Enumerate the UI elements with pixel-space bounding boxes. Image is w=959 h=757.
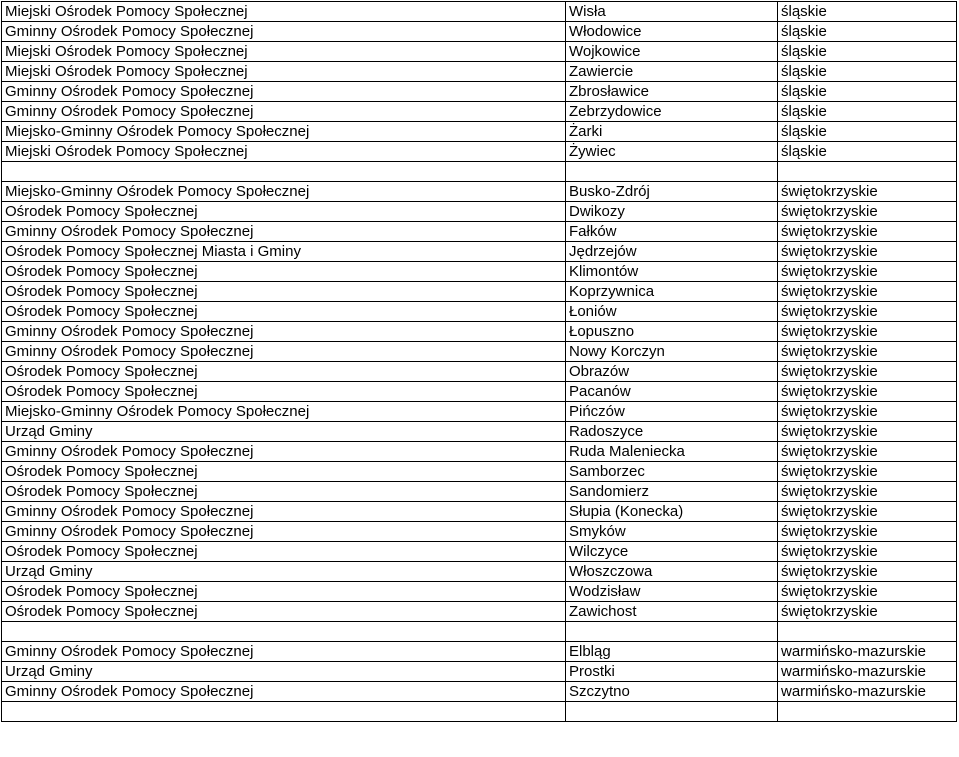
table-row — [2, 502, 957, 522]
empty-row — [2, 622, 957, 642]
municipality-cell: Wojkowice — [566, 42, 778, 62]
institution-cell: Miejsko-Gminny Ośrodek Pomocy Społecznej — [2, 402, 566, 422]
municipality-cell: Słupia (Konecka) — [566, 502, 778, 522]
voivodeship-cell: świętokrzyskie — [778, 202, 957, 222]
municipality-cell — [566, 162, 778, 182]
table-row — [2, 442, 957, 462]
municipality-cell: Obrazów — [566, 362, 778, 382]
table-row — [2, 302, 957, 322]
municipality-cell: Łopuszno — [566, 322, 778, 342]
municipality-cell: Zawichost — [566, 602, 778, 622]
institution-cell: Ośrodek Pomocy Społecznej — [2, 582, 566, 602]
municipality-cell: Zawiercie — [566, 62, 778, 82]
institution-cell: Miejski Ośrodek Pomocy Społecznej — [2, 62, 566, 82]
voivodeship-cell: świętokrzyskie — [778, 542, 957, 562]
empty-row — [2, 702, 957, 722]
table-row — [2, 642, 957, 662]
table-row — [2, 362, 957, 382]
voivodeship-cell: świętokrzyskie — [778, 322, 957, 342]
municipality-cell: Jędrzejów — [566, 242, 778, 262]
institution-cell — [2, 162, 566, 182]
municipality-cell: Busko-Zdrój — [566, 182, 778, 202]
institution-cell: Ośrodek Pomocy Społecznej Miasta i Gminy — [2, 242, 566, 262]
voivodeship-cell: śląskie — [778, 42, 957, 62]
municipality-cell: Wilczyce — [566, 542, 778, 562]
municipality-cell — [566, 622, 778, 642]
voivodeship-cell: świętokrzyskie — [778, 222, 957, 242]
table-row — [2, 682, 957, 702]
voivodeship-cell: świętokrzyskie — [778, 282, 957, 302]
municipality-cell: Łoniów — [566, 302, 778, 322]
institution-cell: Ośrodek Pomocy Społecznej — [2, 262, 566, 282]
institution-cell: Miejski Ośrodek Pomocy Społecznej — [2, 2, 566, 22]
table-row — [2, 2, 957, 22]
institutions-table-body — [2, 2, 957, 722]
municipality-cell: Ruda Maleniecka — [566, 442, 778, 462]
voivodeship-cell: świętokrzyskie — [778, 602, 957, 622]
voivodeship-cell: śląskie — [778, 102, 957, 122]
table-row — [2, 202, 957, 222]
voivodeship-cell: śląskie — [778, 22, 957, 42]
voivodeship-cell — [778, 702, 957, 722]
institution-cell: Miejsko-Gminny Ośrodek Pomocy Społecznej — [2, 122, 566, 142]
table-row — [2, 102, 957, 122]
institution-cell: Gminny Ośrodek Pomocy Społecznej — [2, 442, 566, 462]
voivodeship-cell: świętokrzyskie — [778, 362, 957, 382]
table-row — [2, 482, 957, 502]
empty-row — [2, 162, 957, 182]
table-row — [2, 422, 957, 442]
table-row — [2, 262, 957, 282]
municipality-cell: Żywiec — [566, 142, 778, 162]
municipality-cell: Radoszyce — [566, 422, 778, 442]
municipality-cell: Samborzec — [566, 462, 778, 482]
institution-cell: Miejski Ośrodek Pomocy Społecznej — [2, 142, 566, 162]
voivodeship-cell: świętokrzyskie — [778, 442, 957, 462]
institution-cell: Ośrodek Pomocy Społecznej — [2, 542, 566, 562]
municipality-cell: Pacanów — [566, 382, 778, 402]
voivodeship-cell: świętokrzyskie — [778, 502, 957, 522]
table-row — [2, 22, 957, 42]
table-row — [2, 42, 957, 62]
table-row — [2, 122, 957, 142]
table-row — [2, 82, 957, 102]
institution-cell: Gminny Ośrodek Pomocy Społecznej — [2, 682, 566, 702]
institution-cell — [2, 702, 566, 722]
voivodeship-cell: śląskie — [778, 122, 957, 142]
institution-cell: Gminny Ośrodek Pomocy Społecznej — [2, 82, 566, 102]
institution-cell: Miejsko-Gminny Ośrodek Pomocy Społecznej — [2, 182, 566, 202]
municipality-cell: Klimontów — [566, 262, 778, 282]
municipality-cell: Smyków — [566, 522, 778, 542]
voivodeship-cell: śląskie — [778, 2, 957, 22]
institution-cell: Ośrodek Pomocy Społecznej — [2, 282, 566, 302]
institution-cell: Gminny Ośrodek Pomocy Społecznej — [2, 502, 566, 522]
table-row — [2, 542, 957, 562]
table-row — [2, 282, 957, 302]
voivodeship-cell: świętokrzyskie — [778, 462, 957, 482]
municipality-cell: Zbrosławice — [566, 82, 778, 102]
institution-cell: Urząd Gminy — [2, 422, 566, 442]
table-row — [2, 182, 957, 202]
institution-cell: Gminny Ośrodek Pomocy Społecznej — [2, 322, 566, 342]
institution-cell: Ośrodek Pomocy Społecznej — [2, 362, 566, 382]
institution-cell — [2, 622, 566, 642]
institution-cell: Ośrodek Pomocy Społecznej — [2, 482, 566, 502]
voivodeship-cell: śląskie — [778, 62, 957, 82]
table-row — [2, 222, 957, 242]
table-row — [2, 342, 957, 362]
municipality-cell: Szczytno — [566, 682, 778, 702]
municipality-cell — [566, 702, 778, 722]
voivodeship-cell: świętokrzyskie — [778, 422, 957, 442]
institution-cell: Urząd Gminy — [2, 562, 566, 582]
municipality-cell: Włodowice — [566, 22, 778, 42]
voivodeship-cell: śląskie — [778, 82, 957, 102]
municipality-cell: Wodzisław — [566, 582, 778, 602]
voivodeship-cell: warmińsko-mazurskie — [778, 662, 957, 682]
voivodeship-cell: śląskie — [778, 142, 957, 162]
voivodeship-cell: świętokrzyskie — [778, 582, 957, 602]
voivodeship-cell: świętokrzyskie — [778, 562, 957, 582]
voivodeship-cell: świętokrzyskie — [778, 262, 957, 282]
municipality-cell: Koprzywnica — [566, 282, 778, 302]
municipality-cell: Nowy Korczyn — [566, 342, 778, 362]
institution-cell: Gminny Ośrodek Pomocy Społecznej — [2, 22, 566, 42]
municipality-cell: Pińczów — [566, 402, 778, 422]
voivodeship-cell: warmińsko-mazurskie — [778, 642, 957, 662]
municipality-cell: Włoszczowa — [566, 562, 778, 582]
municipality-cell: Prostki — [566, 662, 778, 682]
voivodeship-cell: świętokrzyskie — [778, 402, 957, 422]
voivodeship-cell: świętokrzyskie — [778, 242, 957, 262]
institution-cell: Ośrodek Pomocy Społecznej — [2, 382, 566, 402]
voivodeship-cell — [778, 622, 957, 642]
table-row — [2, 522, 957, 542]
institution-cell: Ośrodek Pomocy Społecznej — [2, 202, 566, 222]
institutions-table — [1, 1, 957, 722]
institution-cell: Gminny Ośrodek Pomocy Społecznej — [2, 522, 566, 542]
municipality-cell: Elbląg — [566, 642, 778, 662]
municipality-cell: Zebrzydowice — [566, 102, 778, 122]
institution-cell: Gminny Ośrodek Pomocy Społecznej — [2, 642, 566, 662]
institution-cell: Ośrodek Pomocy Społecznej — [2, 602, 566, 622]
voivodeship-cell: świętokrzyskie — [778, 342, 957, 362]
municipality-cell: Dwikozy — [566, 202, 778, 222]
institution-cell: Gminny Ośrodek Pomocy Społecznej — [2, 102, 566, 122]
institution-cell: Ośrodek Pomocy Społecznej — [2, 302, 566, 322]
institution-cell: Ośrodek Pomocy Społecznej — [2, 462, 566, 482]
table-row — [2, 382, 957, 402]
table-row — [2, 602, 957, 622]
voivodeship-cell — [778, 162, 957, 182]
institution-cell: Gminny Ośrodek Pomocy Społecznej — [2, 342, 566, 362]
table-row — [2, 62, 957, 82]
municipality-cell: Fałków — [566, 222, 778, 242]
voivodeship-cell: świętokrzyskie — [778, 382, 957, 402]
municipality-cell: Sandomierz — [566, 482, 778, 502]
voivodeship-cell: warmińsko-mazurskie — [778, 682, 957, 702]
voivodeship-cell: świętokrzyskie — [778, 302, 957, 322]
table-row — [2, 142, 957, 162]
table-row — [2, 582, 957, 602]
table-row — [2, 562, 957, 582]
voivodeship-cell: świętokrzyskie — [778, 482, 957, 502]
municipality-cell: Wisła — [566, 2, 778, 22]
table-row — [2, 462, 957, 482]
voivodeship-cell: świętokrzyskie — [778, 522, 957, 542]
voivodeship-cell: świętokrzyskie — [778, 182, 957, 202]
table-row — [2, 402, 957, 422]
municipality-cell: Żarki — [566, 122, 778, 142]
table-row — [2, 322, 957, 342]
table-row — [2, 242, 957, 262]
institution-cell: Urząd Gminy — [2, 662, 566, 682]
table-row — [2, 662, 957, 682]
institution-cell: Gminny Ośrodek Pomocy Społecznej — [2, 222, 566, 242]
institution-cell: Miejski Ośrodek Pomocy Społecznej — [2, 42, 566, 62]
